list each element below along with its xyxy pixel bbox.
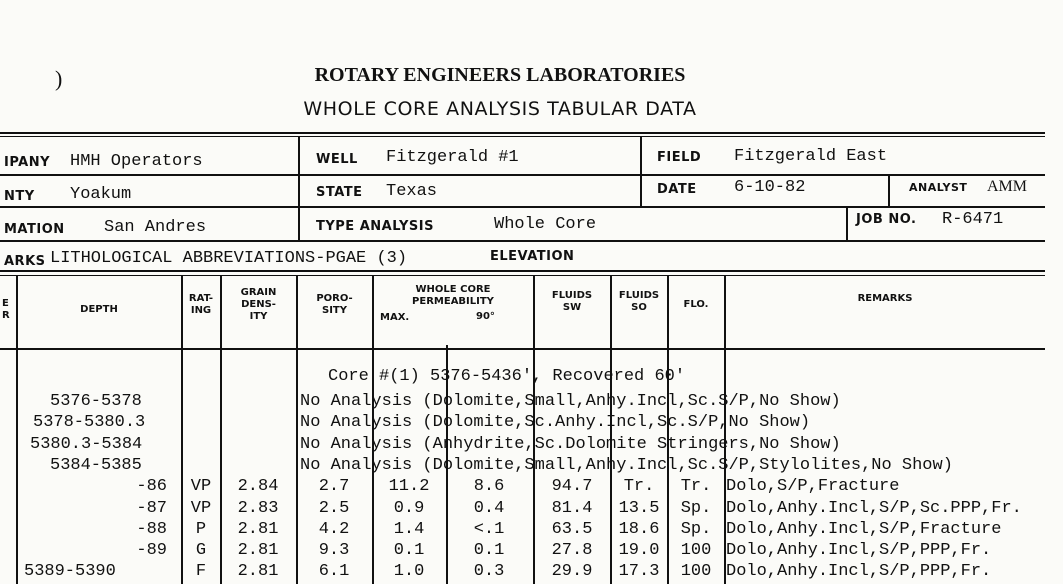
row-depth: 5378-5380.3 [33, 413, 146, 433]
date-label: DATE [657, 182, 697, 197]
row-p90: 0.1 [473, 541, 505, 561]
col-depth: DEPTH [80, 304, 118, 315]
well-value: Fitzgerald #1 [386, 148, 519, 167]
row-note: No Analysis (Dolomite,Small,Anhy.Incl,Sc.S/P,Stylolites,No Show) [300, 455, 953, 475]
row-depth: -87 [136, 498, 167, 518]
col-perm-90: 90° [476, 311, 495, 322]
row-grain: 2.81 [237, 541, 279, 561]
row-remarks: Dolo,Anhy.Incl,S/P,Sc.PPP,Fr. [726, 498, 1022, 518]
remarks-label: ARKS [4, 254, 46, 269]
col-fluids-so: FLUIDS SO [618, 290, 660, 313]
col-rating: RAT- ING [188, 293, 214, 316]
row-depth: 5376-5378 [50, 392, 142, 411]
well-label: WELL [316, 152, 358, 167]
row-por: 6.1 [318, 562, 350, 582]
row-note: No Analysis (Dolomite,Sc.Anhy.Incl,Sc.S/P,No Show) [300, 413, 811, 433]
lab-name: ROTARY ENGINEERS LABORATORIES [314, 64, 686, 86]
row-depth: -86 [136, 477, 167, 497]
row-grain: 2.83 [237, 498, 279, 518]
row-note: No Analysis (Anhydrite,Sc.Dolomite Stringers,No Show) [300, 434, 841, 454]
row-max: 0.1 [393, 541, 425, 561]
row-p90: <.1 [473, 519, 505, 539]
row-sw: 29.9 [551, 562, 593, 582]
col-remarks: REMARKS [857, 293, 913, 304]
state-label: STATE [316, 185, 363, 200]
row-max: 1.4 [393, 519, 425, 539]
col-grain-density: GRAIN DENS- ITY [240, 287, 277, 322]
row-remarks: Dolo,S/P,Fracture [726, 477, 900, 497]
row-sw: 27.8 [551, 541, 593, 561]
row-rating: VP [190, 498, 212, 518]
row-rating: G [195, 541, 207, 561]
row-flo: Sp. [680, 498, 712, 518]
analyst-label: ANALYST [909, 181, 968, 194]
type-analysis-label: TYPE ANALYSIS [316, 219, 434, 234]
row-flo: Tr. [680, 477, 712, 497]
job-value: R-6471 [942, 210, 1004, 229]
row-p90: 0.4 [473, 498, 505, 518]
row-remarks: Dolo,Anhy.Incl,S/P,Fracture [726, 519, 1002, 539]
row-p90: 0.3 [473, 562, 505, 582]
col-porosity: PORO- SITY [316, 293, 353, 316]
stray-mark: ) [55, 66, 63, 91]
row-so: Tr. [623, 477, 655, 497]
col-flo: FLO. [683, 299, 709, 310]
row-so: 17.3 [618, 562, 660, 582]
row-rating: F [195, 562, 207, 582]
type-analysis-value: Whole Core [494, 215, 597, 234]
col-sample: E R [2, 298, 10, 321]
row-p90: 8.6 [473, 477, 505, 497]
col-perm-max: MAX. [380, 312, 410, 323]
row-depth: 5380.3-5384 [30, 434, 143, 454]
elevation-label: ELEVATION [490, 249, 575, 264]
row-note: No Analysis (Dolomite,Small,Anhy.Incl,Sc.S/P,No Show) [300, 392, 841, 411]
row-rating: P [195, 519, 207, 539]
row-por: 2.5 [318, 498, 350, 518]
row-grain: 2.81 [237, 519, 279, 539]
row-max: 0.9 [393, 498, 425, 518]
row-so: 19.0 [618, 541, 660, 561]
row-depth: 5389-5390 [24, 562, 116, 582]
company-label: IPANY [4, 155, 51, 170]
row-depth: -88 [136, 519, 167, 539]
row-remarks: Dolo,Anhy.Incl,S/P,PPP,Fr. [726, 541, 992, 561]
row-depth: 5384-5385 [50, 455, 142, 475]
row-por: 9.3 [318, 541, 350, 561]
row-max: 1.0 [393, 562, 425, 582]
row-grain: 2.84 [237, 477, 279, 497]
row-depth: -89 [136, 541, 167, 561]
core-note: Core #(1) 5376-5436', Recovered 60' [328, 367, 686, 386]
row-rating: VP [190, 477, 212, 497]
row-flo: 100 [680, 562, 712, 582]
row-remarks: Dolo,Anhy.Incl,S/P,PPP,Fr. [726, 562, 992, 582]
row-grain: 2.81 [237, 562, 279, 582]
state-value: Texas [386, 182, 438, 201]
row-so: 18.6 [618, 519, 660, 539]
row-flo: 100 [680, 541, 712, 561]
row-sw: 81.4 [551, 498, 593, 518]
col-fluids-sw: FLUIDS SW [551, 290, 593, 313]
company-value: HMH Operators [70, 152, 203, 171]
county-label: NTY [4, 189, 35, 204]
report-title: WHOLE CORE ANALYSIS TABULAR DATA [303, 98, 697, 120]
col-permeability: WHOLE CORE PERMEABILITY [412, 284, 494, 307]
remarks-value: LITHOLOGICAL ABBREVIATIONS-PGAE (3) [50, 249, 408, 268]
job-label: JOB NO. [856, 212, 917, 227]
row-max: 11.2 [388, 477, 430, 497]
field-value: Fitzgerald East [734, 147, 888, 166]
analyst-value: AMM [987, 178, 1028, 195]
row-flo: Sp. [680, 519, 712, 539]
formation-label: MATION [4, 222, 65, 237]
formation-value: San Andres [104, 218, 207, 237]
field-label: FIELD [657, 150, 702, 165]
county-value: Yoakum [70, 185, 132, 204]
row-so: 13.5 [618, 498, 660, 518]
row-por: 4.2 [318, 519, 350, 539]
row-sw: 94.7 [551, 477, 593, 497]
row-sw: 63.5 [551, 519, 593, 539]
date-value: 6-10-82 [734, 178, 806, 197]
row-por: 2.7 [318, 477, 350, 497]
